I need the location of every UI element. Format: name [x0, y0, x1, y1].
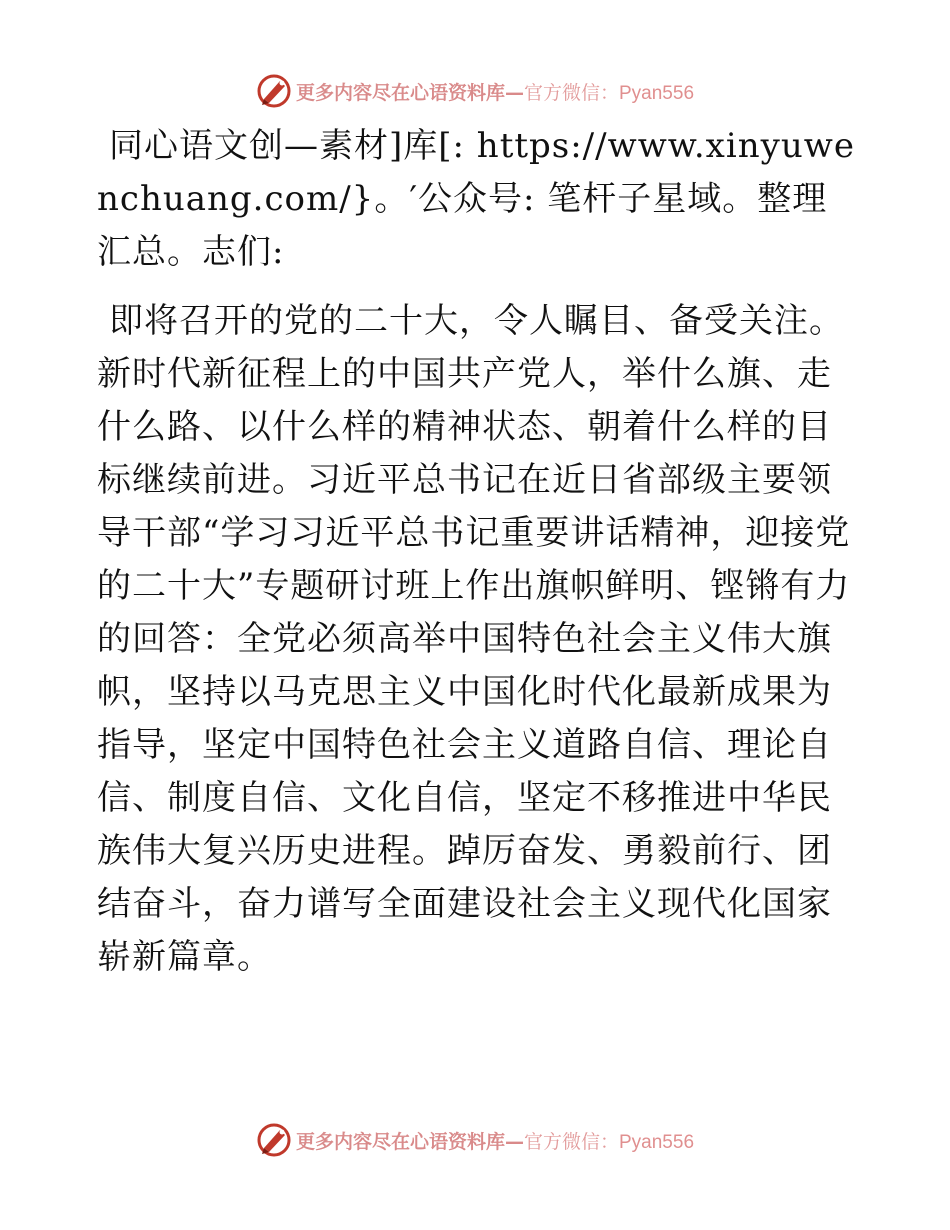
- footer-wechat-id: Pyan556: [619, 1131, 695, 1153]
- header-official-label: 官方微信：: [523, 81, 619, 104]
- header-watermark-banner: [0, 71, 950, 111]
- header-banner-text: [296, 78, 694, 105]
- pen-logo-icon: [256, 73, 292, 109]
- footer-official-label: 官方微信：: [523, 1130, 619, 1153]
- paragraph-intro: 同心语文创—素材]库[: https://www.xinyuwenchuang.com/}。′公众号: 笔杆子星域。整理汇总。志们:: [97, 126, 855, 272]
- footer-banner-text: [296, 1127, 694, 1154]
- document-body: [97, 120, 857, 984]
- footer-brand-text: 更多内容尽在心语资料库: [295, 1130, 505, 1153]
- header-wechat-id: Pyan556: [619, 82, 695, 104]
- header-dash: —: [504, 81, 524, 104]
- paragraph-main: 即将召开的党的二十大，令人瞩目、备受关注。新时代新征程上的中国共产党人，举什么旗、走什么路、以什么样的精神状态、朝着什么样的目标继续前进。习近平总书记在近日省部级主要领导干部“学习习近平总书记重要讲话精神，迎接党的二十大”专题研讨班上作出旗帜鲜明、铿锵有力的回答：全党必须高举中国特色社会主义伟大旗帜，坚持以马克思主义中国化时代化最新成果为指导，坚定中国特色社会主义道路自信、理论自信、制度自信、文化自信，坚定不移推进中华民族伟大复兴历史进程。踔厉奋发、勇毅前行、团结奋斗，奋力谱写全面建设社会主义现代化国家崭新篇章。: [97, 301, 851, 977]
- footer-dash: —: [504, 1130, 524, 1153]
- header-brand-text: 更多内容尽在心语资料库: [295, 81, 505, 104]
- pen-logo-icon: [256, 1122, 292, 1158]
- footer-watermark-banner: [0, 1120, 950, 1160]
